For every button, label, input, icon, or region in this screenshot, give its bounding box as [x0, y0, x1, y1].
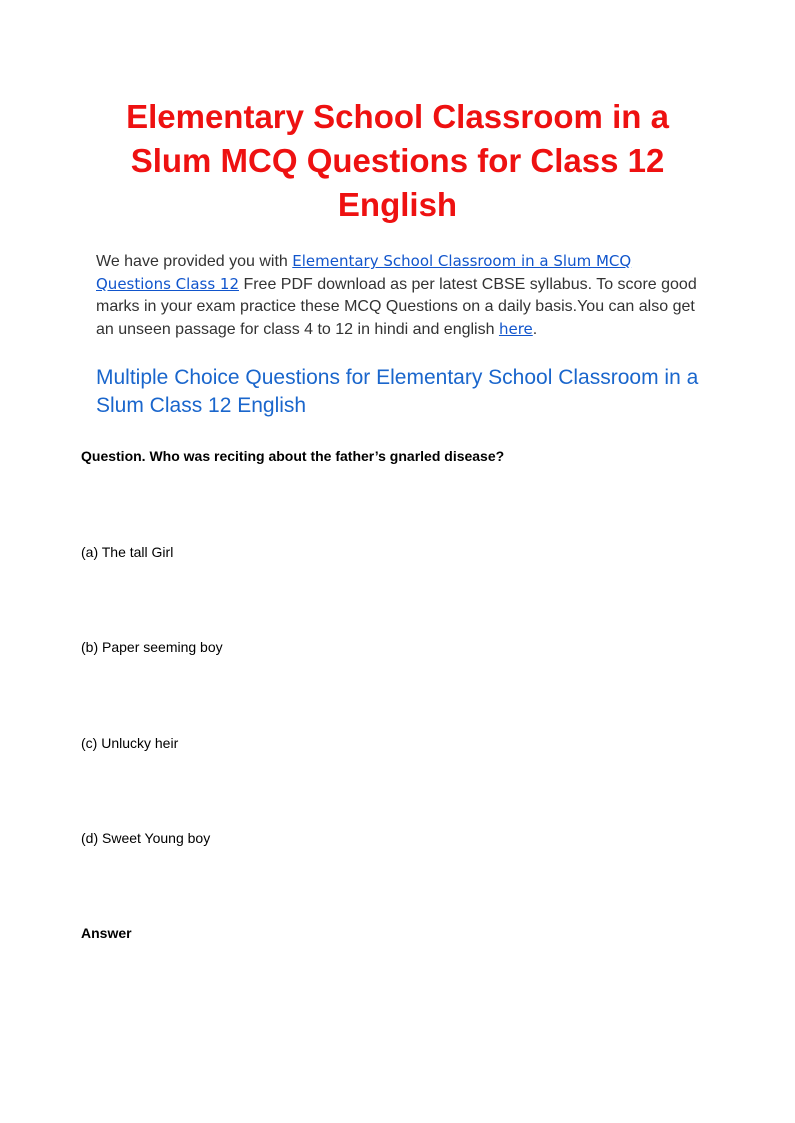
- intro-paragraph: [96, 250, 706, 341]
- here-link[interactable]: here: [498, 320, 533, 338]
- answer-label: Answer: [81, 925, 132, 941]
- option-d: (d) Sweet Young boy: [81, 830, 211, 846]
- page-title: Elementary School Classroom in a Slum MCQ Questions for Class 12 English: [126, 98, 669, 223]
- intro-text-after-link: Free PDF download as per latest CBSE syllabus. To score good marks in your exam practice these MCQ Questions on a daily basis.You can also get an unseen passage for class 4 to 12 in hindi and english: [96, 276, 697, 338]
- option-b: (b) Paper seeming boy: [81, 639, 223, 655]
- intro-end-punct: .: [532, 321, 538, 338]
- section-heading: Multiple Choice Questions for Elementary School Classroom in a Slum Class 12 English: [96, 366, 699, 417]
- mcq-questions-link[interactable]: Elementary School Classroom in a Slum MCQ Questions Class 12: [96, 252, 632, 293]
- intro-text-before-link: We have provided you with: [96, 253, 293, 270]
- question-text: Question. Who was reciting about the father’s gnarled disease?: [81, 448, 505, 464]
- option-c: (c) Unlucky heir: [81, 735, 179, 751]
- option-a: (a) The tall Girl: [81, 544, 174, 560]
